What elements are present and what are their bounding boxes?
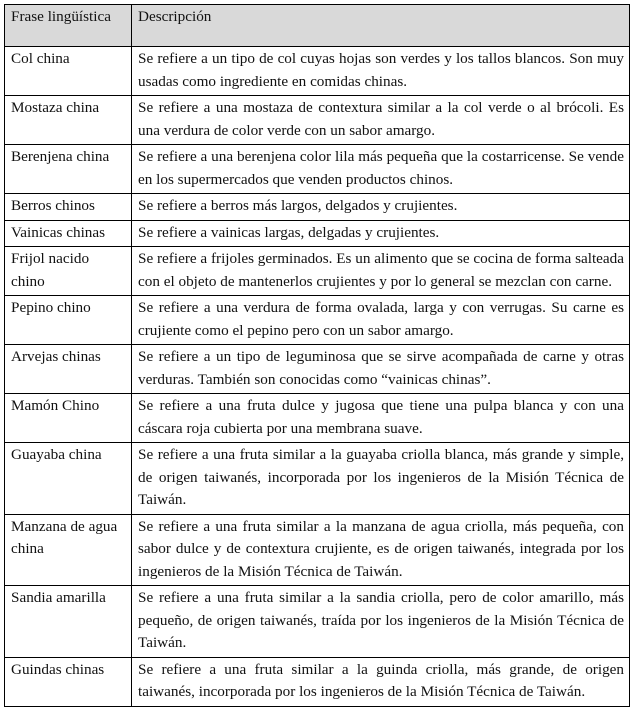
phrase-cell: Arvejas chinas [5,345,132,394]
table-row [5,514,630,586]
table-row [5,247,630,296]
description-cell: Se refiere a una fruta similar a la manzana de agua criolla, más pequeña, con sabor dulce y de contextura crujiente, es de origen taiwanés, integrada por los ingenieros de la Misión Técnica de Taiwán. [132,514,630,586]
phrase-cell: Vainicas chinas [5,220,132,247]
phrase-cell: Sandia amarilla [5,586,132,658]
phrase-cell: Mostaza china [5,96,132,145]
table-row [5,47,630,96]
phrase-cell: Guayaba china [5,443,132,515]
table-row [5,296,630,345]
table-row [5,96,630,145]
phrase-cell: Col china [5,47,132,96]
description-cell: Se refiere a una mostaza de contextura similar a la col verde o al brócoli. Es una verdura de color verde con un sabor amargo. [132,96,630,145]
table-row [5,443,630,515]
phrase-cell: Guindas chinas [5,657,132,706]
description-cell: Se refiere a vainicas largas, delgadas y crujientes. [132,220,630,247]
description-cell: Se refiere a frijoles germinados. Es un alimento que se cocina de forma salteada con el objeto de mantenerlos crujientes y por lo general se mezclan con carne. [132,247,630,296]
table-row [5,394,630,443]
table-row [5,345,630,394]
description-cell: Se refiere a una fruta similar a la guinda criolla, más grande, de origen taiwanés, incorporada por los ingenieros de la Misión Técnica de Taiwán. [132,657,630,706]
table-row [5,586,630,658]
table-row [5,657,630,706]
description-cell: Se refiere a una fruta dulce y jugosa que tiene una pulpa blanca y con una cáscara roja cubierta por una membrana suave. [132,394,630,443]
description-cell: Se refiere a berros más largos, delgados y crujientes. [132,194,630,221]
phrase-cell: Berros chinos [5,194,132,221]
table-header-row [5,5,630,47]
phrase-cell: Frijol nacido chino [5,247,132,296]
description-cell: Se refiere a una fruta similar a la sandia criolla, pero de color amarillo, más pequeño, de origen taiwanés, traída por los ingenieros de la Misión Técnica de Taiwán. [132,586,630,658]
phrase-cell: Berenjena china [5,145,132,194]
column-header-phrase: Frase lingüística [5,5,132,47]
description-cell: Se refiere a una berenjena color lila más pequeña que la costarricense. Se vende en los supermercados que venden productos chinos. [132,145,630,194]
phrase-cell: Mamón Chino [5,394,132,443]
table-row [5,220,630,247]
description-cell: Se refiere a una fruta similar a la guayaba criolla blanca, más grande y simple, de origen taiwanés, incorporada por los ingenieros de la Misión Técnica de Taiwán. [132,443,630,515]
column-header-description: Descripción [132,5,630,47]
table-row [5,194,630,221]
description-cell: Se refiere a un tipo de leguminosa que se sirve acompañada de carne y otras verduras. También son conocidas como “vainicas chinas”. [132,345,630,394]
description-cell: Se refiere a un tipo de col cuyas hojas son verdes y los tallos blancos. Son muy usadas como ingrediente en comidas chinas. [132,47,630,96]
phrase-cell: Manzana de agua china [5,514,132,586]
phrases-table [4,4,630,707]
phrase-cell: Pepino chino [5,296,132,345]
description-cell: Se refiere a una verdura de forma ovalada, larga y con verrugas. Su carne es crujiente como el pepino pero con un sabor amargo. [132,296,630,345]
table-row [5,145,630,194]
